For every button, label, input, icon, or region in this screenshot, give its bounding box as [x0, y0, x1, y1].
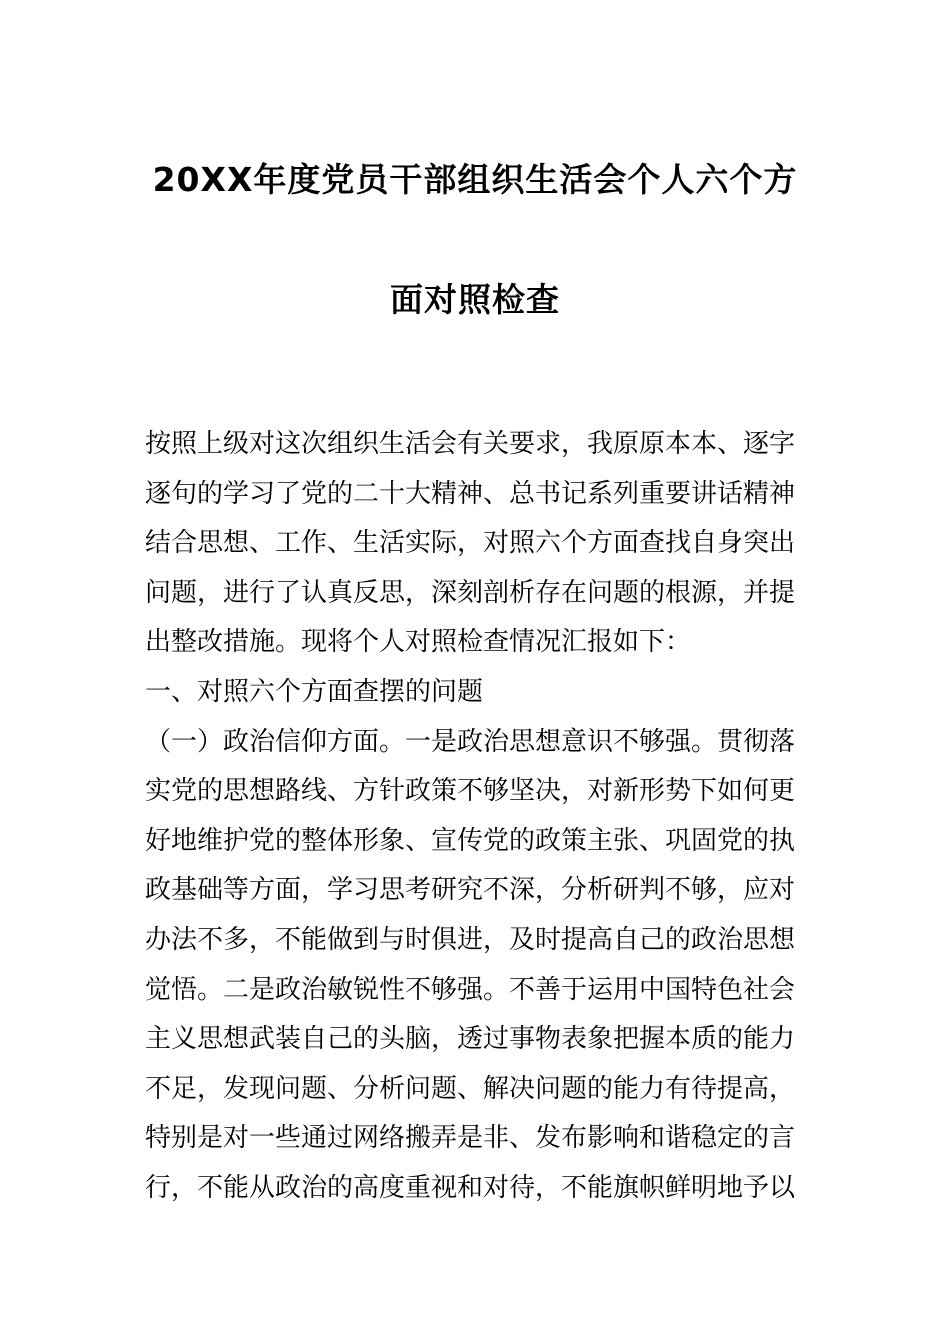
- body-line: 特别是对一些通过网络搬弄是非、发布影响和谐稳定的言: [145, 1123, 796, 1154]
- document-title-line-2: 面对照检查: [390, 280, 560, 319]
- body-line: 觉悟。二是政治敏锐性不够强。不善于运用中国特色社会: [145, 974, 796, 1005]
- body-line: 不足，发现问题、分析问题、解决问题的能力有待提高，: [145, 1073, 796, 1104]
- body-line: 主义思想武装自己的头脑，透过事物表象把握本质的能力: [145, 1024, 796, 1055]
- body-line: 好地维护党的整体形象、宣传党的政策主张、巩固党的执: [145, 825, 796, 856]
- body-line: 逐句的学习了党的二十大精神、总书记系列重要讲话精神: [145, 478, 796, 509]
- section-heading: 一、对照六个方面查摆的问题: [145, 676, 484, 707]
- body-line: （一）政治信仰方面。一是政治思想意识不够强。贯彻落: [145, 726, 796, 757]
- body-line: 行，不能从政治的高度重视和对待，不能旗帜鲜明地予以: [145, 1172, 796, 1203]
- body-line: 政基础等方面，学习思考研究不深，分析研判不够，应对: [145, 875, 796, 906]
- body-line: 实党的思想路线、方针政策不够坚决，对新形势下如何更: [145, 776, 796, 807]
- body-line: 出整改措施。现将个人对照检查情况汇报如下：: [145, 627, 692, 658]
- document-body: [145, 420, 810, 1214]
- body-line: 办法不多，不能做到与时俱进，及时提高自己的政治思想: [145, 924, 796, 955]
- body-line: 问题，进行了认真反思，深刻剖析存在问题的根源，并提: [145, 577, 796, 608]
- document-title-line-1: 20XX年度党员干部组织生活会个人六个方: [152, 160, 798, 199]
- body-line: 按照上级对这次组织生活会有关要求，我原原本本、逐字: [145, 429, 796, 459]
- body-line: 结合思想、工作、生活实际，对照六个方面查找自身突出: [145, 528, 796, 559]
